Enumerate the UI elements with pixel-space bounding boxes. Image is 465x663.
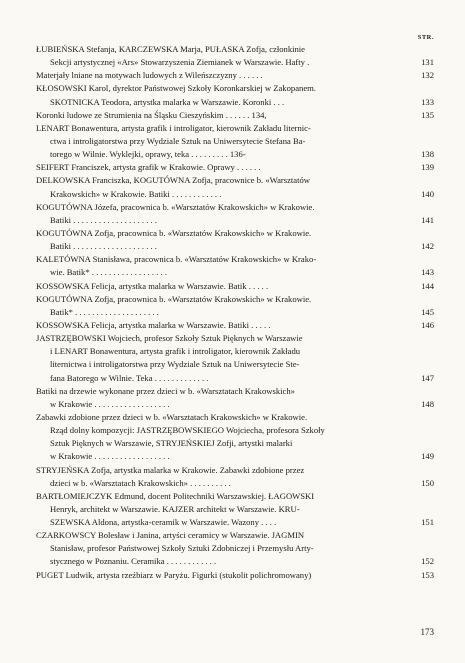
entry-page-number: 138 [421,149,434,160]
entry-page-number: 149 [421,451,434,462]
entry-text: KOSSOWSKA Felicja, artystka malarka w Warszawie. Batik . . . . . [36,280,269,291]
entry-text: Stanisław, profesor Państwowej Szkoły Sztuki Zdobniczej i Przemysłu Arty- [50,543,314,554]
entry-page-number: 150 [421,477,434,488]
entry-page-number: 152 [421,556,434,567]
entry-line [36,345,434,358]
list-item [36,69,434,82]
entry-page-number: 131 [421,57,434,68]
entry-text: Batiki . . . . . . . . . . . . . . . . . . . . [50,214,157,225]
list-item [36,464,434,490]
entry-text: DELKOWSKA Franciszka, KOGUTÓWNA Zofja, pracownice b. «Warsztatów [36,175,310,186]
list-item [36,174,434,200]
entry-text: SZEWSKA Aldona, artystka-ceramik w Warszawie. Wazony . . . . [50,517,277,528]
entry-text: Sekcji artystycznej «Ars» Stowarzyszenia Ziemianek w Warszawie. Hafty . [50,57,310,68]
entry-line [36,385,434,398]
entry-page-number: 139 [421,162,434,173]
list-item [36,82,434,108]
entry-text: STRYJEŃSKA Zofja, artystka malarka w Krakowie. Zabawki zdobione przez [36,464,305,475]
entry-text: KOGUTÓWNA Zofja, pracownica b. «Warsztatów Krakowskich» w Krakowie. [36,227,312,238]
entry-text: KOSSOWSKA Felicja, artystka malarka w Warszawie. Batiki . . . . . [36,319,271,330]
entry-text: Batiki na drzewie wykonane przez dzieci w b. «Warsztatach Krakowskich» [36,385,295,396]
entry-text: Zabawki zdobione przez dzieci w b. «Warsztatach Krakowskich» w Krakowie. [36,411,308,422]
entry-text: LENART Bonawentura, artysta grafik i introligator, kierownik Zakładu liternic- [36,122,311,133]
list-item [36,293,434,319]
list-item [36,43,434,69]
entry-line [36,253,434,266]
entry-line [36,411,434,424]
entry-page-number: 147 [421,372,434,383]
list-item [36,385,434,411]
entry-line [36,96,434,109]
entry-page-number: 151 [421,517,434,528]
entry-line [36,358,434,371]
list-item [36,319,434,332]
entry-text: stycznego w Poznaniu. Ceramika . . . . . . . . . . . . [50,556,217,567]
entry-line [36,227,434,240]
entry-line [36,516,434,529]
entry-line [36,56,434,69]
list-item [36,122,434,161]
entry-text: i LENART Bonawentura, artysta grafik i introligator, kierownik Zakładu [50,346,301,357]
list-item [36,109,434,122]
entry-text: KOGUTÓWNA Zofja, pracownica b. «Warsztatów Krakowskich» w Krakowie. [36,293,312,304]
entry-line [36,503,434,516]
entry-line [36,188,434,201]
entry-line [36,266,434,279]
entry-line [36,43,434,56]
entry-text: CZARKOWSCY Bolesław i Janina, artyści ceramicy w Warszawie. JAGMIN [36,530,305,541]
entry-line [36,82,434,95]
entry-line [36,424,434,437]
list-item [36,332,434,385]
entry-line [36,529,434,542]
entry-line [36,450,434,463]
entry-line [36,332,434,345]
entry-line [36,201,434,214]
list-item [36,569,434,582]
entry-page-number: 135 [421,109,434,120]
entry-line [36,240,434,253]
entry-text: wie. Batik* . . . . . . . . . . . . . . . . . . [50,267,167,278]
entry-line [36,319,434,332]
entry-line [36,306,434,319]
list-item [36,280,434,293]
entry-text: w Krakowie . . . . . . . . . . . . . . . . . . [50,451,170,462]
entry-line [36,437,434,450]
entry-text: liternictwa i introligatorstwa przy Wydziale Sztuk na Uniwersytecie Ste- [50,359,300,370]
entry-text: Krakowskich» w Krakowie. Batiki . . . . . . . . . . . . [50,188,222,199]
entry-text: Rząd dolny kompozycji: JASTRZĘBOWSKIEGO Wojciecha, profesora Szkoły [50,425,325,436]
entry-text: Henryk, architekt w Warszawie. KAJZER architekt w Warszawie. KRU- [50,503,300,514]
entry-text: KALETÓWNA Stanisława, pracownica b. «Warsztatów Krakowskich» w Krako- [36,254,317,265]
entry-line [36,569,434,582]
entry-page-number: 145 [421,306,434,317]
entry-page-number: 140 [421,188,434,199]
entry-line [36,148,434,161]
entry-line [36,214,434,227]
entry-text: Batik* . . . . . . . . . . . . . . . . . . . . [50,306,159,317]
entry-line [36,555,434,568]
entry-text: w Krakowie . . . . . . . . . . . . . . . . . . [50,398,170,409]
entry-page-number: 141 [421,214,434,225]
page-number: 173 [420,627,434,637]
list-item [36,529,434,568]
entry-text: Batiki . . . . . . . . . . . . . . . . . . . . [50,241,157,252]
entry-page-number: 133 [421,96,434,107]
page-column-header: STR. [417,34,434,41]
entry-text: fana Batorego w Wilnie. Teka . . . . . . . . . . . . . [50,372,209,383]
entry-text: Koronki ludowe ze Strumienia na Śląsku Cieszyńskim . . . . . . 134, [36,109,267,120]
entry-line [36,135,434,148]
entry-page-number: 142 [421,241,434,252]
entry-text: Sztuk Pięknych w Warszawie, STRYJEŃSKIEJ Zofji, artystki malarki [50,438,293,449]
entry-text: ŁUBIEŃSKA Stefanja, KARCZEWSKA Marja, PUŁASKA Zofja, członkinie [36,44,305,54]
list-item [36,201,434,227]
entry-page-number: 153 [421,569,434,580]
entry-page-number: 132 [421,70,434,81]
list-item [36,161,434,174]
entry-line [36,490,434,503]
entry-text: KŁOSOWSKI Karol, dyrektor Państwowej Szkoły Koronkarskiej w Zakopanem. [36,83,316,94]
entry-text: JASTRZĘBOWSKI Wojciech, profesor Szkoły Sztuk Pięknych w Warszawie [36,333,303,344]
entry-text: SKOTNICKA Teodora, artystka malarka w Warszawie. Koronki . . . [50,96,285,107]
list-item [36,490,434,529]
entry-line [36,69,434,82]
list-item [36,253,434,279]
list-item [36,227,434,253]
entry-text: ctwa i introligatorstwa przy Wydziale Sztuk na Uniwersytecie Stefana Ba- [50,135,306,146]
entry-text: PUGET Ludwik, artysta rzeźbiarz w Paryżu. Figurki (stukolit polichromowany) [36,569,312,580]
entry-line [36,542,434,555]
entry-text: KOGUTÓWNA Józefa, pracownica b. «Warsztatów Krakowskich» w Krakowie. [36,201,315,212]
entry-page-number: 143 [421,267,434,278]
entry-line [36,174,434,187]
entry-line [36,161,434,174]
entry-text: torego w Wilnie. Wyklejki, oprawy, teka . . . . . . . . . 136- [50,149,246,160]
entry-line [36,372,434,385]
entry-text: BARTŁOMIEJCZYK Edmund, docent Politechniki Warszawskiej. ŁAGOWSKI [36,490,315,501]
entry-line [36,122,434,135]
entry-line [36,464,434,477]
list-item [36,411,434,464]
entry-line [36,280,434,293]
entry-line [36,398,434,411]
entry-line [36,109,434,122]
entry-text: dzieci w b. «Warsztatach Krakowskich» . . . . . . . . . . [50,477,231,488]
entry-line [36,293,434,306]
entry-page-number: 144 [421,280,434,291]
entry-text: SEIFERT Franciszek, artysta grafik w Krakowie. Oprawy . . . . . . [36,162,261,173]
entry-page-number: 148 [421,398,434,409]
list-of-illustrations [36,43,434,582]
entry-text: Materjały lniane na motywach ludowych z Wileńszczyzny . . . . . . [36,70,263,81]
entry-line [36,477,434,490]
entry-page-number: 146 [421,319,434,330]
